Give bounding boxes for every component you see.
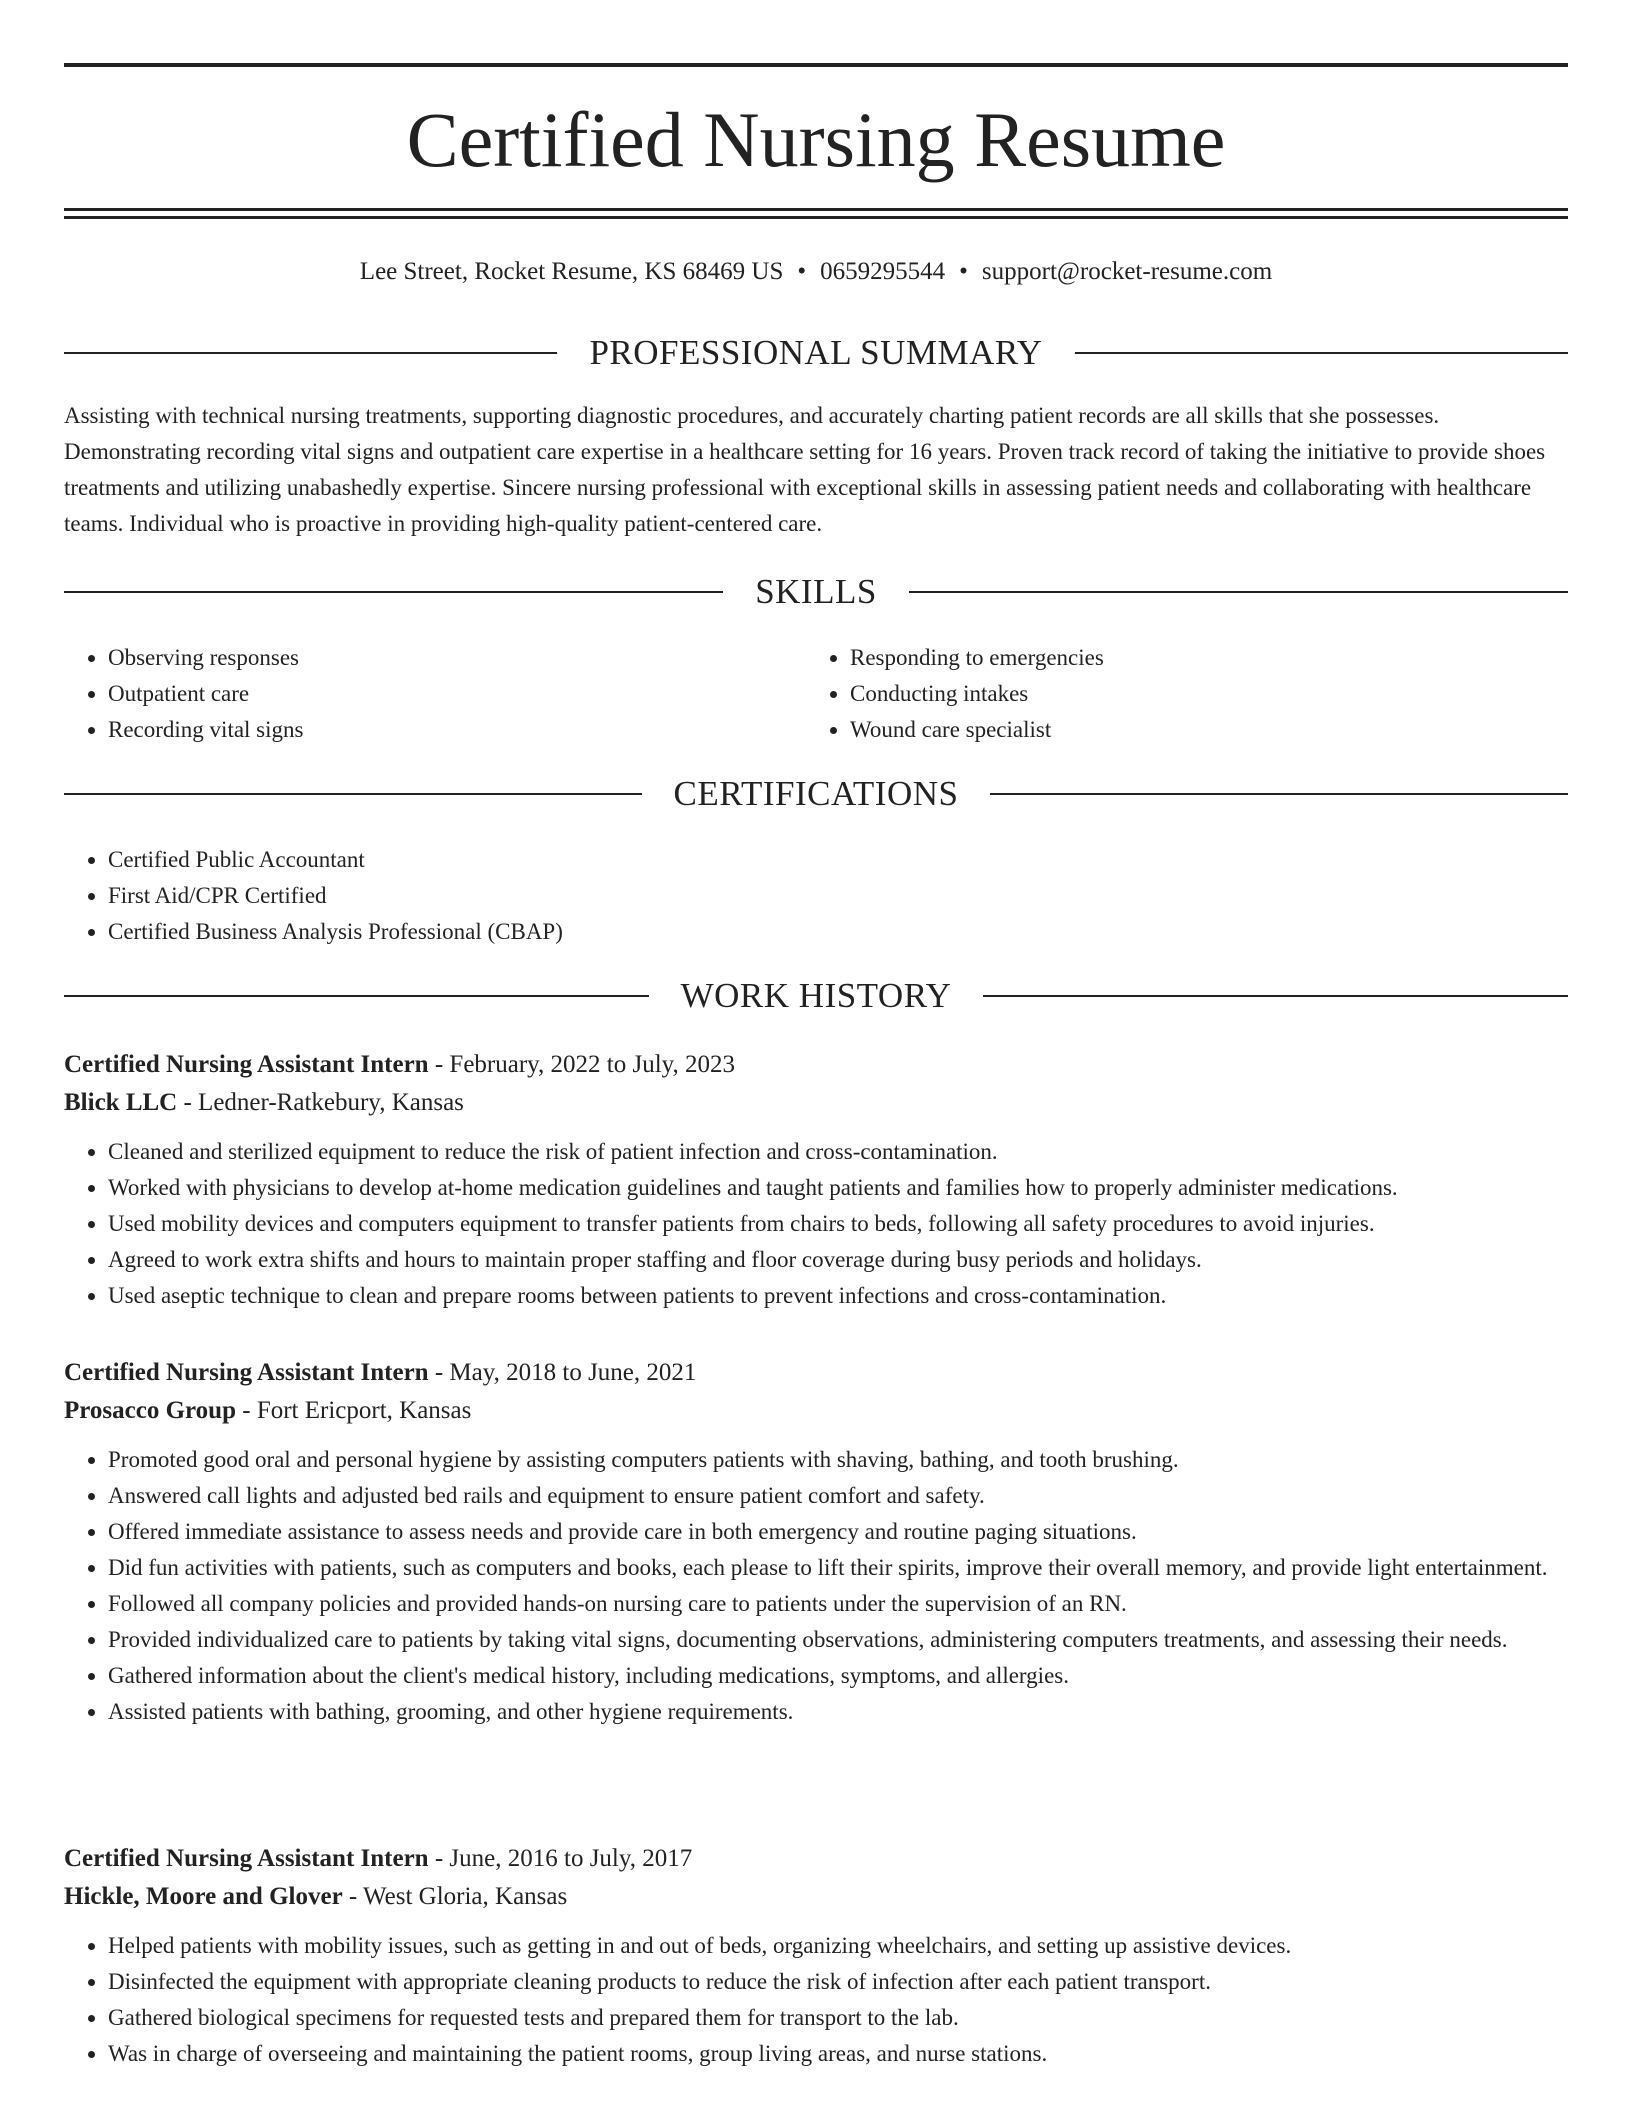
job-title: Certified Nursing Assistant Intern (64, 1359, 429, 1386)
skill-item: • Wound care specialist (850, 712, 1506, 748)
job-bullet: • Agreed to work extra shifts and hours to maintain proper staffing and floor coverage during busy periods and holidays. (108, 1242, 1568, 1278)
section-title: WORK HISTORY (680, 976, 952, 1015)
job-company-line (64, 1084, 1568, 1122)
divider (983, 995, 1568, 997)
job-title-line (64, 1354, 1568, 1392)
job-bullet: • Gathered information about the client's medical history, including medications, symptoms, and allergies. (108, 1658, 1568, 1694)
skill-item: • Conducting intakes (850, 676, 1506, 712)
divider (990, 793, 1568, 795)
job-company: Blick LLC (64, 1089, 178, 1116)
job-bullet: • Did fun activities with patients, such as computers and books, each please to lift their spirits, improve their overall memory, and provide light entertainment. (108, 1550, 1568, 1586)
contact-separator: • (797, 258, 807, 285)
job-bullet: • Offered immediate assistance to assess needs and provide care in both emergency and routine paging situations. (108, 1514, 1568, 1550)
job-bullet: • Assisted patients with bathing, grooming, and other hygiene requirements. (108, 1694, 1568, 1730)
job-bullet: • Gathered biological specimens for requested tests and prepared them for transport to the lab. (108, 2000, 1568, 2036)
job-company: Prosacco Group (64, 1397, 236, 1424)
certification-item: • First Aid/CPR Certified (108, 878, 1564, 914)
title-rule-lower (64, 216, 1568, 219)
job-title-line (64, 1840, 1568, 1878)
job-bullet: • Promoted good oral and personal hygiene by assisting computers patients with shaving, bathing, and tooth brushing. (108, 1442, 1568, 1478)
job-bullet: • Used mobility devices and computers equipment to transfer patients from chairs to beds, following all safety procedures to avoid injuries. (108, 1206, 1568, 1242)
job-dates: - May, 2018 to June, 2021 (428, 1359, 697, 1386)
job-title-line (64, 1046, 1568, 1084)
job-location: - Fort Ericport, Kansas (236, 1397, 472, 1424)
job-location: - West Gloria, Kansas (342, 1883, 568, 1910)
divider (909, 591, 1568, 593)
job-location: - Ledner-Ratkebury, Kansas (177, 1089, 464, 1116)
skills-column-left (64, 640, 764, 748)
section-header-certifications (64, 774, 1568, 814)
job-bullet: • Worked with physicians to develop at-home medication guidelines and taught patients and families how to properly administer medications. (108, 1170, 1568, 1206)
contact-address: Lee Street, Rocket Resume, KS 68469 US (359, 258, 784, 285)
divider (1075, 352, 1568, 354)
section-header-skills (64, 572, 1568, 612)
divider (64, 995, 649, 997)
title-rule-upper (64, 208, 1568, 211)
job-company-line (64, 1878, 1568, 1916)
job-bullet: • Helped patients with mobility issues, such as getting in and out of beds, organizing wheelchairs, and setting up assistive devices. (108, 1928, 1568, 1964)
contact-separator: • (959, 258, 968, 285)
certification-item: • Certified Public Accountant (108, 842, 1564, 878)
top-rule (64, 63, 1568, 67)
job-dates: - February, 2022 to July, 2023 (428, 1051, 736, 1078)
job-entry (64, 1354, 1568, 1730)
divider (64, 352, 557, 354)
section-header-summary (64, 333, 1568, 373)
job-company-line (64, 1392, 1568, 1430)
certification-item: • Certified Business Analysis Professional (CBAP) (108, 914, 1564, 950)
job-bullet: • Answered call lights and adjusted bed rails and equipment to ensure patient comfort and safety. (108, 1478, 1568, 1514)
job-bullet: • Cleaned and sterilized equipment to reduce the risk of patient infection and cross-contamination. (108, 1134, 1568, 1170)
job-dates: - June, 2016 to July, 2017 (428, 1845, 693, 1872)
job-bullet: • Disinfected the equipment with appropriate cleaning products to reduce the risk of infection after each patient transport. (108, 1964, 1568, 2000)
divider (64, 793, 642, 795)
summary-text: Assisting with technical nursing treatments, supporting diagnostic procedures, and accurately charting patient records are all skills that she possesses. Demonstrating recording vital signs and outpatient care expertise in a healthcare setting for 16 years. Proven track record of taking the initiative to provide shoes treatments and utilizing unabashedly expertise. Sincere nursing professional with exceptional skills in assessing patient needs and collaborating with healthcare teams. Individual who is proactive in providing high-quality patient-centered care. (64, 403, 1546, 536)
section-title: CERTIFICATIONS (673, 774, 959, 813)
job-title: Certified Nursing Assistant Intern (64, 1051, 429, 1078)
job-company: Hickle, Moore and Glover (64, 1883, 343, 1910)
job-entry (64, 1840, 1568, 2072)
contact-phone: 0659295544 (820, 258, 946, 285)
job-title: Certified Nursing Assistant Intern (64, 1845, 429, 1872)
job-bullet: • Followed all company policies and provided hands-on nursing care to patients under the supervision of an RN. (108, 1586, 1568, 1622)
divider (64, 591, 723, 593)
contact-email: support@rocket-resume.com (981, 258, 1273, 285)
skills-column-right (806, 640, 1506, 748)
job-bullet: • Provided individualized care to patients by taking vital signs, documenting observations, administering computers treatments, and assessing their needs. (108, 1622, 1568, 1658)
contact-line (64, 254, 1568, 290)
skill-item: • Recording vital signs (108, 712, 764, 748)
section-title: PROFESSIONAL SUMMARY (589, 333, 1043, 372)
job-bullet: • Used aseptic technique to clean and prepare rooms between patients to prevent infections and cross-contamination. (108, 1278, 1568, 1314)
resume-title: Certified Nursing Resume (406, 96, 1226, 183)
section-header-work-history (64, 976, 1568, 1016)
skill-item: • Responding to emergencies (850, 640, 1506, 676)
section-title: SKILLS (755, 572, 877, 611)
certifications-list (64, 842, 1564, 950)
skill-item: • Outpatient care (108, 676, 764, 712)
job-entry (64, 1046, 1568, 1314)
job-bullet: • Was in charge of overseeing and maintaining the patient rooms, group living areas, and nurse stations. (108, 2036, 1568, 2072)
skill-item: • Observing responses (108, 640, 764, 676)
